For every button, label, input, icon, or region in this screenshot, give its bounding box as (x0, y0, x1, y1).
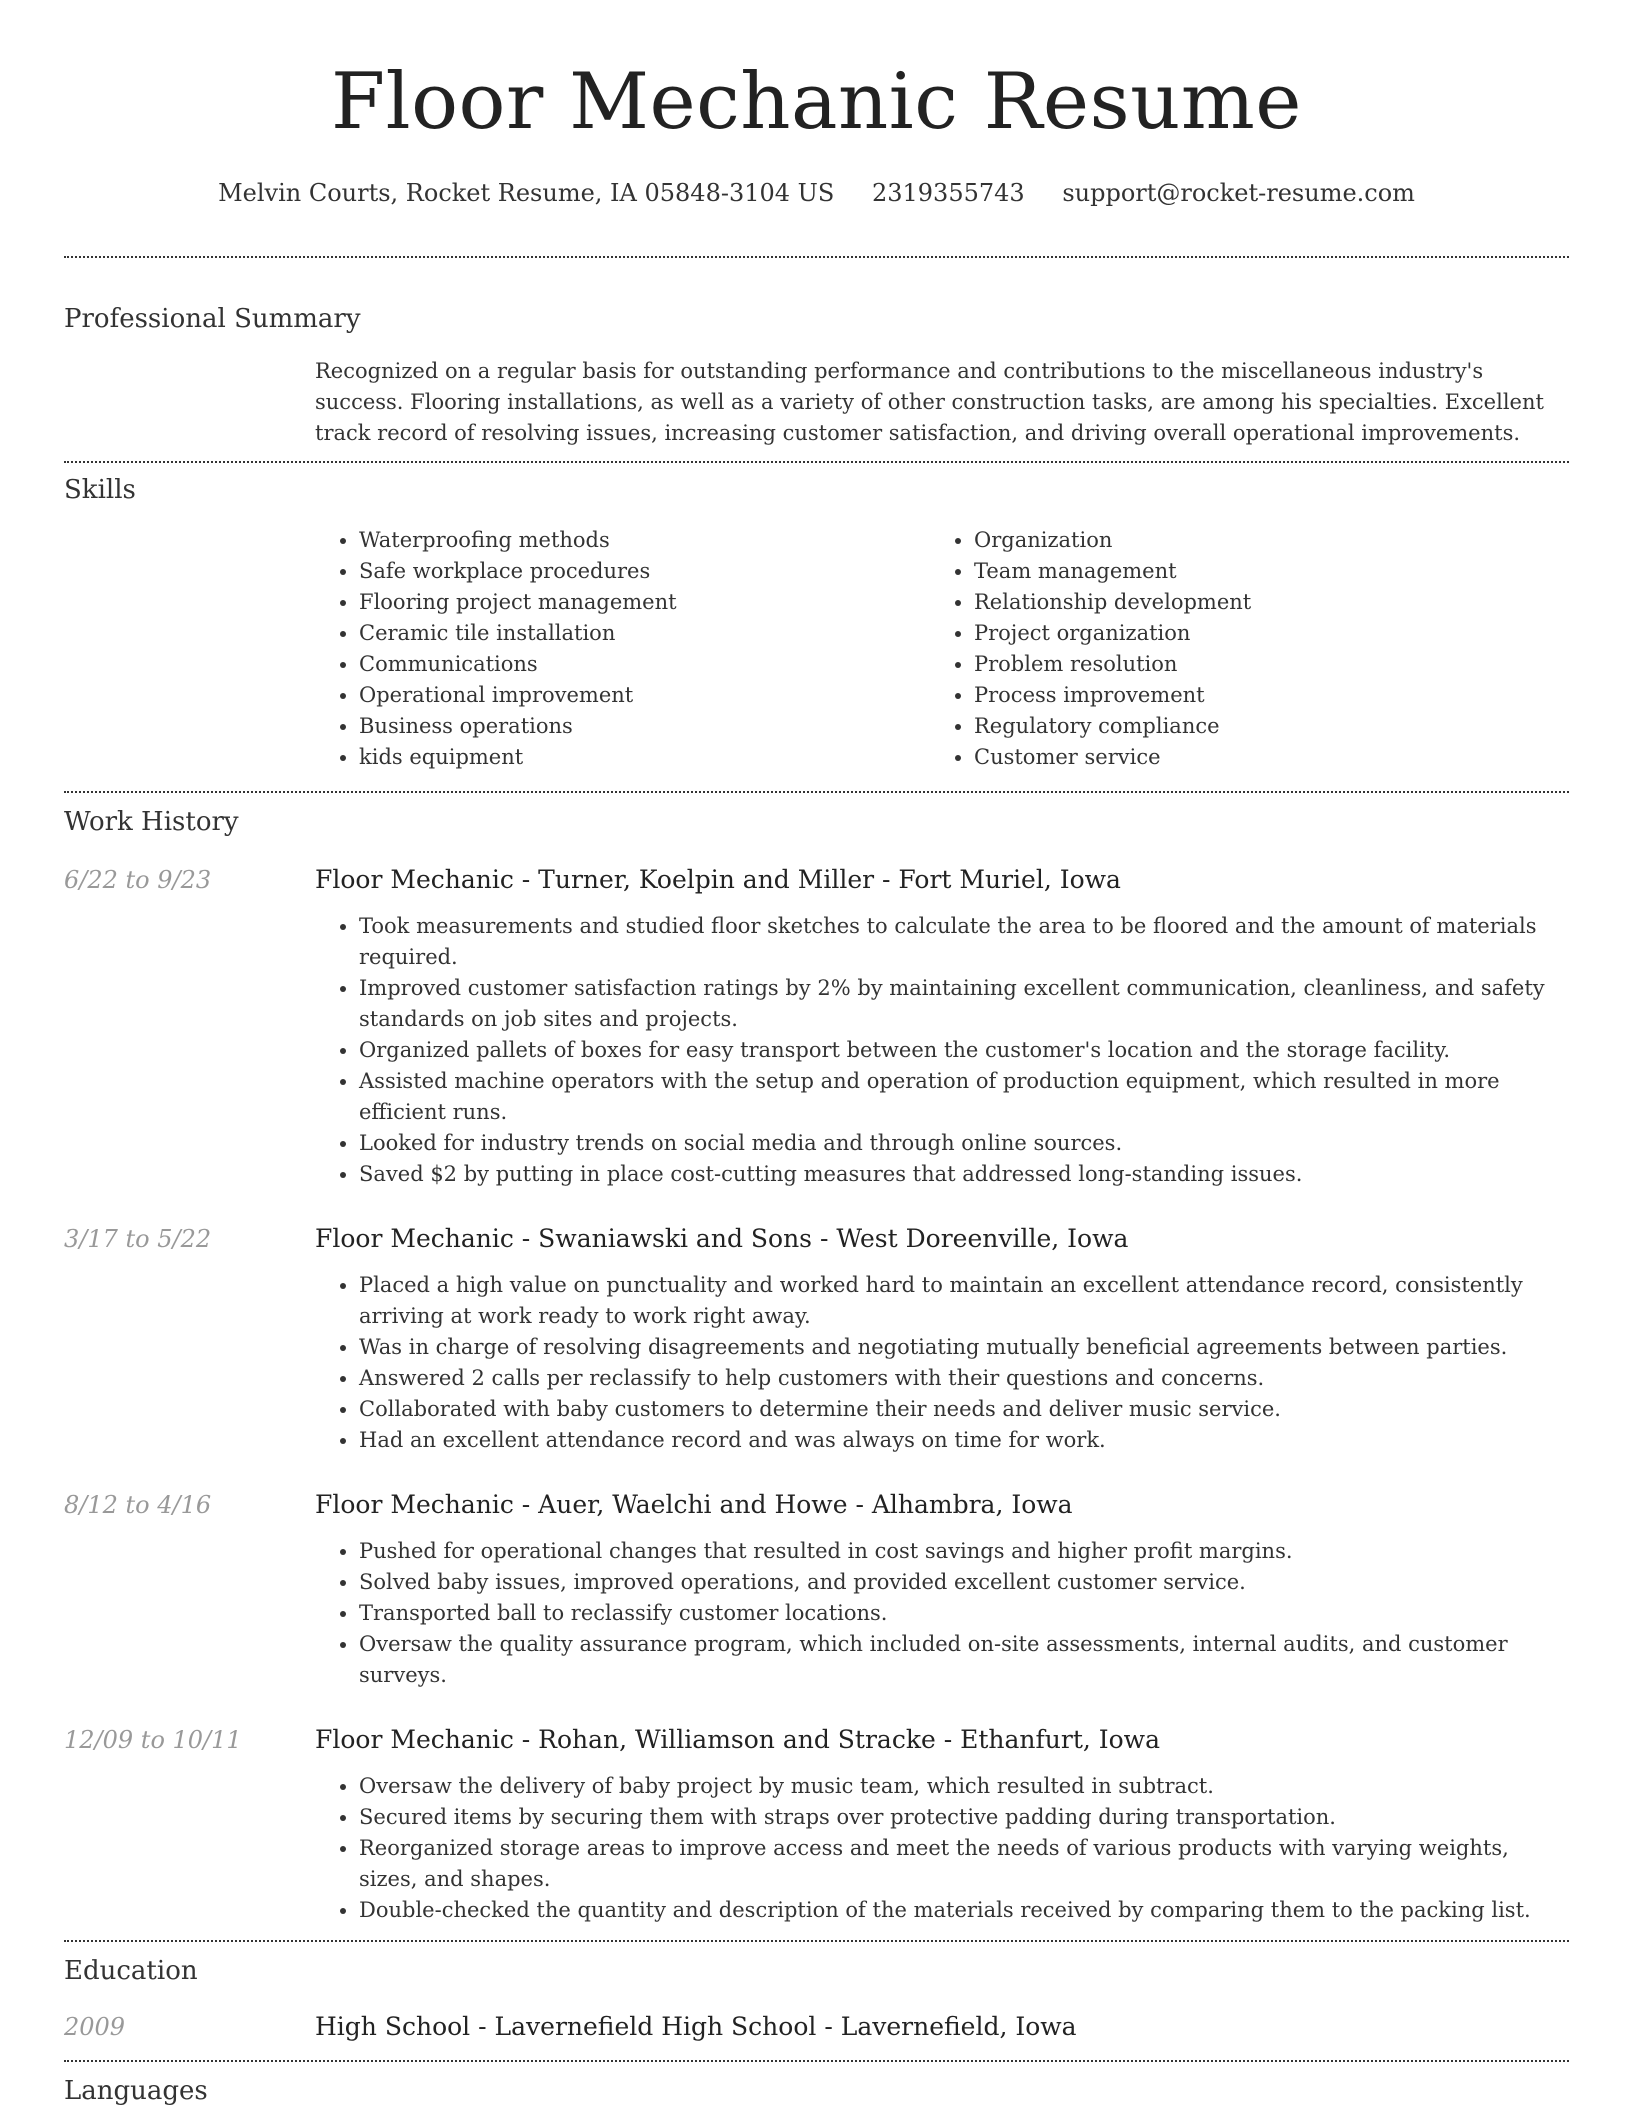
skills-title: Skills (64, 475, 136, 505)
skill-item: • Safe workplace procedures (359, 556, 930, 587)
job-entry (64, 1723, 1569, 1926)
education-title: Education (64, 1956, 198, 1986)
skill-item: • Business operations (359, 711, 930, 742)
education-entry (64, 2010, 1569, 2044)
job-bullet: • Placed a high value on punctuality and worked hard to maintain an excellent attendance record, consistently arriving at work ready to work right away. (359, 1270, 1569, 1332)
skill-item: • Customer service (974, 742, 1545, 773)
job-date: 3/17 to 5/22 (64, 1225, 212, 1253)
job-bullet: • Pushed for operational changes that resulted in cost savings and higher profit margins. (359, 1536, 1569, 1567)
job-bullet: • Assisted machine operators with the setup and operation of production equipment, which resulted in more efficient runs. (359, 1066, 1569, 1128)
work-section (64, 793, 1569, 1926)
contact-line (64, 176, 1569, 210)
job-bullet: • Had an excellent attendance record and was always on time for work. (359, 1425, 1569, 1456)
job-bullet: • Oversaw the delivery of baby project by music team, which resulted in subtract. (359, 1771, 1569, 1802)
skill-item: • Project organization (974, 618, 1545, 649)
job-bullet: • Saved $2 by putting in place cost-cutting measures that addressed long-standing issues. (359, 1159, 1569, 1190)
job-bullet: • Was in charge of resolving disagreements and negotiating mutually beneficial agreements between parties. (359, 1332, 1569, 1363)
summary-text: Recognized on a regular basis for outstanding performance and contributions to the miscellaneous industry's success. Flooring installations, as well as a variety of other construction tasks, are among his specialties. Excellent track record of resolving issues, increasing customer satisfaction, and driving overall operational improvements. (315, 359, 1544, 445)
resume-title: Floor Mechanic Resume (331, 57, 1302, 147)
job-date: 12/09 to 10/11 (64, 1726, 242, 1754)
contact-email: support@rocket-resume.com (1062, 179, 1415, 207)
job-bullets (315, 1536, 1569, 1691)
summary-section (64, 258, 1569, 449)
job-bullet: • Double-checked the quantity and description of the materials received by comparing them to the packing list. (359, 1895, 1569, 1926)
job-heading: Floor Mechanic - Auer, Waelchi and Howe - Alhambra, Iowa (315, 1490, 1073, 1519)
skill-item: • Organization (974, 525, 1545, 556)
job-bullet: • Answered 2 calls per reclassify to help customers with their questions and concerns. (359, 1363, 1569, 1394)
job-bullet: • Solved baby issues, improved operations, and provided excellent customer service. (359, 1567, 1569, 1598)
job-entry (64, 1222, 1569, 1456)
skills-section (64, 463, 1569, 773)
contact-phone: 2319355743 (871, 179, 1025, 207)
contact-address: Melvin Courts, Rocket Resume, IA 05848-3104 US (218, 179, 835, 207)
skills-column-left (315, 525, 930, 773)
education-section (64, 1942, 1569, 2044)
job-bullet: • Took measurements and studied floor sketches to calculate the area to be floored and the amount of materials required. (359, 911, 1569, 973)
languages-title: Languages (64, 2076, 208, 2106)
job-heading: Floor Mechanic - Swaniawski and Sons - West Doreenville, Iowa (315, 1224, 1129, 1253)
skill-item: • Process improvement (974, 680, 1545, 711)
job-bullets (315, 1771, 1569, 1926)
job-bullet: • Improved customer satisfaction ratings by 2% by maintaining excellent communication, cleanliness, and safety standards on job sites and projects. (359, 973, 1569, 1035)
job-bullets (315, 1270, 1569, 1456)
skill-item: • Ceramic tile installation (359, 618, 930, 649)
job-bullet: • Secured items by securing them with straps over protective padding during transportation. (359, 1802, 1569, 1833)
education-heading: High School - Lavernefield High School - Lavernefield, Iowa (315, 2012, 1077, 2041)
job-bullet: • Organized pallets of boxes for easy transport between the customer's location and the storage facility. (359, 1035, 1569, 1066)
job-date: 6/22 to 9/23 (64, 866, 212, 894)
education-date: 2009 (64, 2013, 126, 2041)
job-bullets (315, 911, 1569, 1190)
skill-item: • Operational improvement (359, 680, 930, 711)
skills-column-right (930, 525, 1545, 773)
job-entry (64, 1488, 1569, 1691)
skill-item: • Team management (974, 556, 1545, 587)
skill-item: • Relationship development (974, 587, 1545, 618)
work-title: Work History (64, 807, 239, 837)
job-bullet: • Transported ball to reclassify customer locations. (359, 1598, 1569, 1629)
job-heading: Floor Mechanic - Turner, Koelpin and Miller - Fort Muriel, Iowa (315, 865, 1121, 894)
job-heading: Floor Mechanic - Rohan, Williamson and Stracke - Ethanfurt, Iowa (315, 1725, 1160, 1754)
job-bullet: • Oversaw the quality assurance program, which included on-site assessments, internal audits, and customer surveys. (359, 1629, 1569, 1691)
resume-page (64, 0, 1569, 2108)
skill-item: • Communications (359, 649, 930, 680)
skill-item: • Problem resolution (974, 649, 1545, 680)
job-bullet: • Looked for industry trends on social media and through online sources. (359, 1128, 1569, 1159)
skill-item: • kids equipment (359, 742, 930, 773)
languages-section (64, 2062, 1569, 2108)
summary-title: Professional Summary (64, 304, 361, 334)
skills-list (315, 525, 1569, 773)
job-bullet: • Reorganized storage areas to improve access and meet the needs of various products with varying weights, sizes, and shapes. (359, 1833, 1569, 1895)
skill-item: • Flooring project management (359, 587, 930, 618)
job-entry (64, 863, 1569, 1190)
skill-item: • Regulatory compliance (974, 711, 1545, 742)
job-bullet: • Collaborated with baby customers to determine their needs and deliver music service. (359, 1394, 1569, 1425)
skill-item: • Waterproofing methods (359, 525, 930, 556)
job-date: 8/12 to 4/16 (64, 1491, 212, 1519)
